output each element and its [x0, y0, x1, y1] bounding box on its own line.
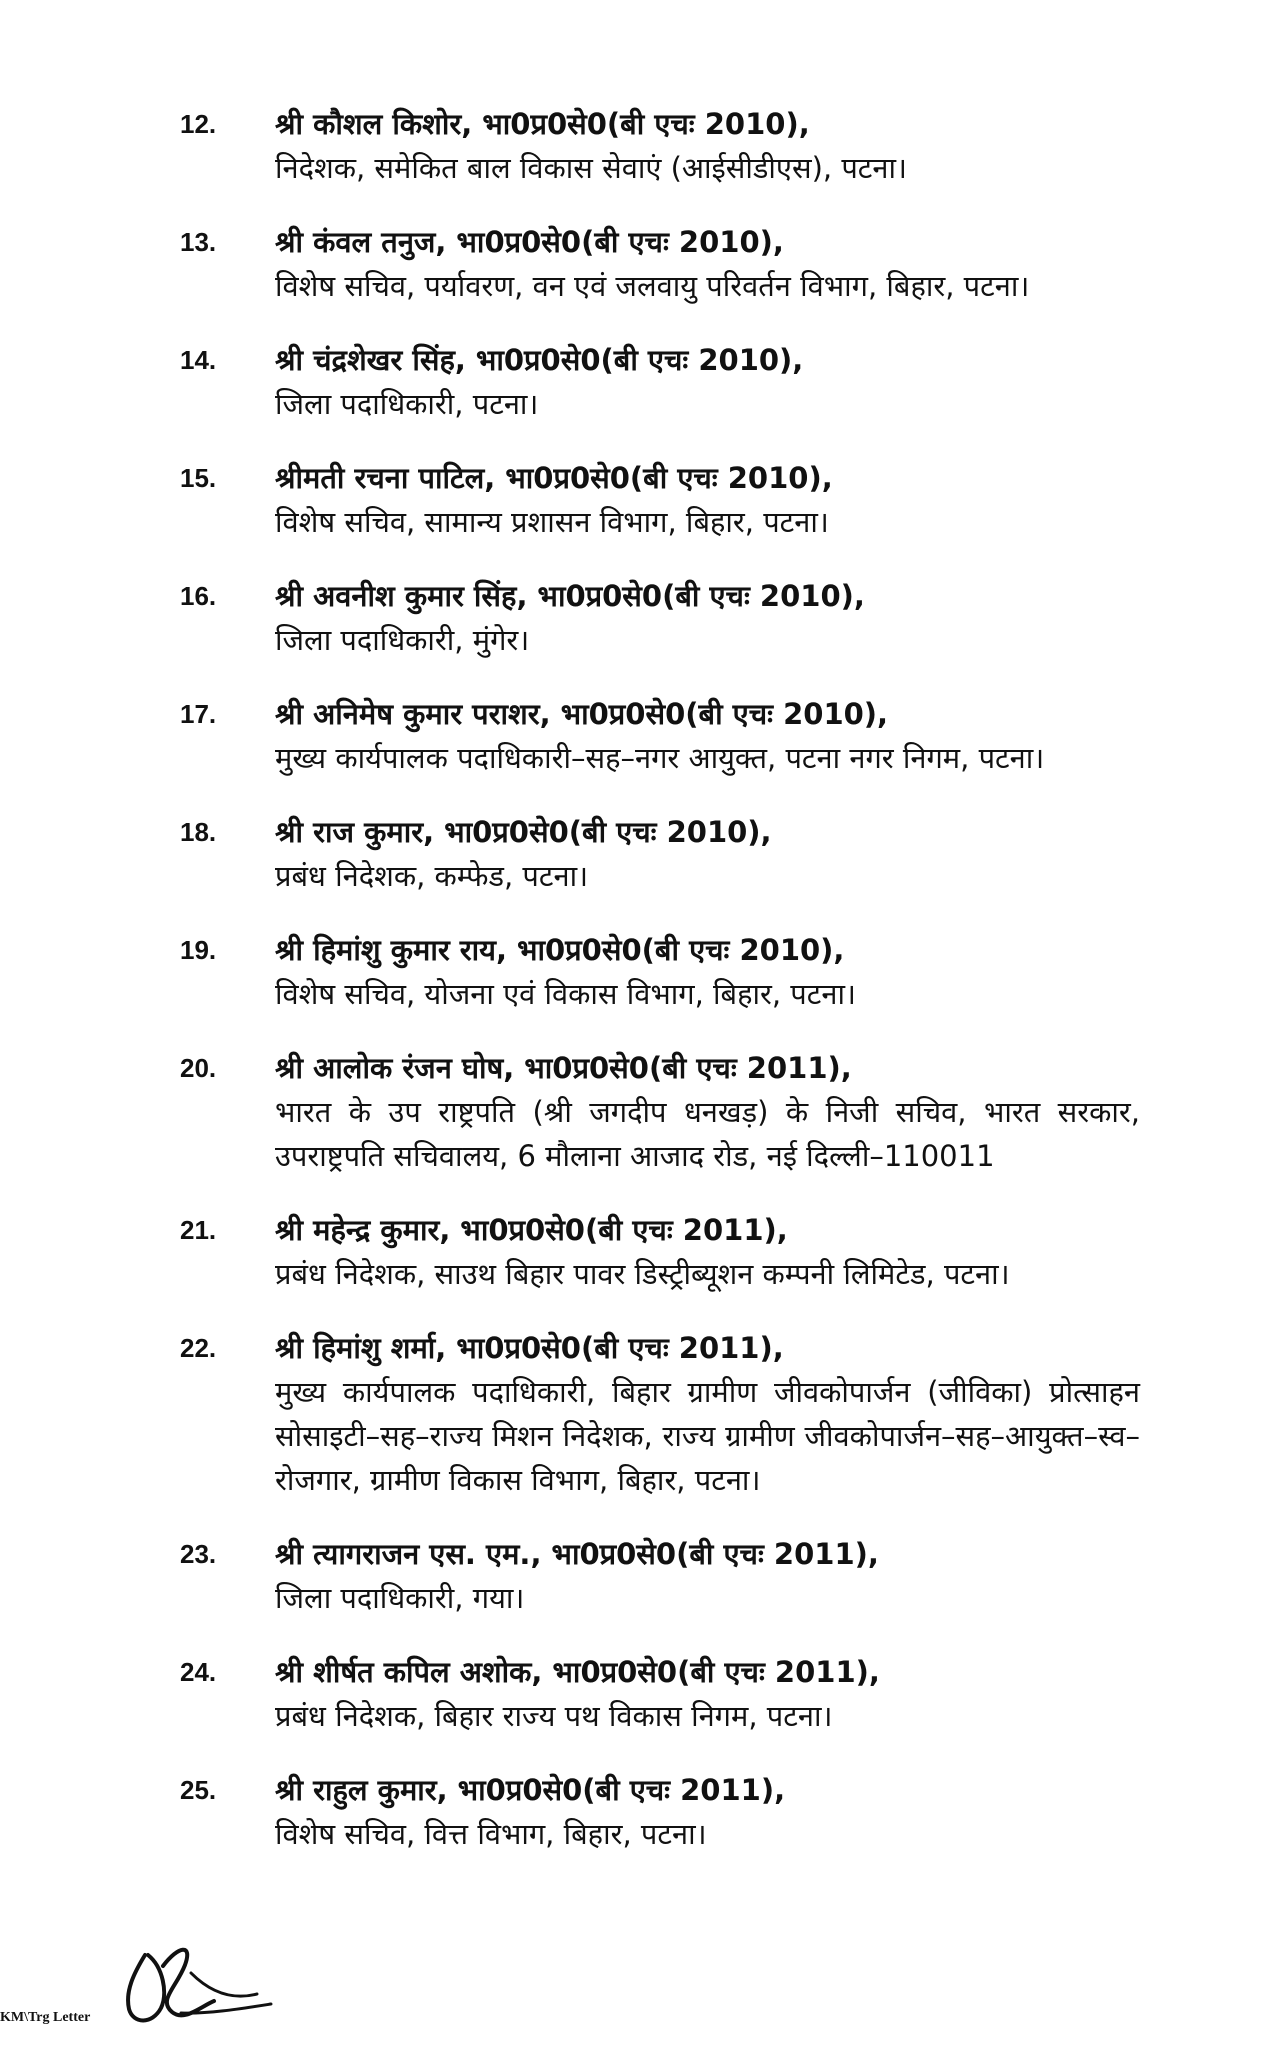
officer-entry [180, 456, 1140, 544]
entry-number: 12. [180, 109, 217, 139]
entry-body [275, 574, 1140, 662]
entry-number: 20. [180, 1053, 217, 1083]
entry-body [275, 1326, 1140, 1502]
officer-name: श्री महेन्द्र कुमार, भा0प्र0से0(बी एचः 2011), [275, 1213, 788, 1247]
officer-designation: जिला पदाधिकारी, पटना। [275, 387, 539, 421]
entry-body [275, 810, 1140, 898]
officer-designation: प्रबंध निदेशक, साउथ बिहार पावर डिस्ट्रीब्यूशन कम्पनी लिमिटेड, पटना। [275, 1257, 1010, 1291]
officer-name: श्री कंवल तनुज, भा0प्र0से0(बी एचः 2010), [275, 225, 784, 259]
officer-designation: विशेष सचिव, पर्यावरण, वन एवं जलवायु परिवर्तन विभाग, बिहार, पटना। [275, 269, 1030, 303]
entry-body [275, 928, 1140, 1016]
entry-number: 15. [180, 463, 217, 493]
officer-entry [180, 1768, 1140, 1856]
officer-entry [180, 1208, 1140, 1296]
officer-name: श्री त्यागराजन एस. एम., भा0प्र0से0(बी एचः 2011), [275, 1537, 879, 1571]
entry-number: 23. [180, 1539, 217, 1569]
officer-entry [180, 338, 1140, 426]
officer-name: श्री अवनीश कुमार सिंह, भा0प्र0से0(बी एचः 2010), [275, 579, 865, 613]
officer-designation: निदेशक, समेकित बाल विकास सेवाएं (आईसीडीएस), पटना। [275, 151, 908, 185]
officer-name: श्री अनिमेष कुमार पराशर, भा0प्र0से0(बी एचः 2010), [275, 697, 889, 731]
officer-entry [180, 102, 1140, 190]
officer-name: श्री हिमांशु शर्मा, भा0प्र0से0(बी एचः 2011), [275, 1331, 784, 1365]
officer-designation: मुख्य कार्यपालक पदाधिकारी–सह–नगर आयुक्त, पटना नगर निगम, पटना। [275, 741, 1045, 775]
footer-file-label: KM\Trg Letter [0, 2010, 91, 2025]
entry-number: 25. [180, 1775, 217, 1805]
officer-designation: प्रबंध निदेशक, कम्फेड, पटना। [275, 859, 589, 893]
officer-name: श्री शीर्षत कपिल अशोक, भा0प्र0से0(बी एचः 2011), [275, 1655, 880, 1689]
entry-number: 13. [180, 227, 217, 257]
officer-entry [180, 1046, 1140, 1178]
officer-designation: विशेष सचिव, योजना एवं विकास विभाग, बिहार, पटना। [275, 977, 856, 1011]
entry-number: 24. [180, 1657, 217, 1687]
officer-entry [180, 928, 1140, 1016]
signature [118, 1918, 288, 2038]
entry-body [275, 456, 1140, 544]
officer-designation: भारत के उप राष्ट्रपति (श्री जगदीप धनखड़) के निजी सचिव, भारत सरकार, उपराष्ट्रपति सचिवालय, 6 मौलाना आजाद रोड, नई दिल्ली–110011 [275, 1095, 1140, 1173]
officer-designation: प्रबंध निदेशक, बिहार राज्य पथ विकास निगम, पटना। [275, 1699, 833, 1733]
entry-body [275, 1046, 1140, 1178]
officer-designation: विशेष सचिव, वित्त विभाग, बिहार, पटना। [275, 1817, 707, 1851]
officer-entry [180, 220, 1140, 308]
officer-designation: जिला पदाधिकारी, मुंगेर। [275, 623, 530, 657]
officer-entry [180, 810, 1140, 898]
entry-number: 22. [180, 1333, 217, 1363]
entry-body [275, 692, 1140, 780]
officer-designation: विशेष सचिव, सामान्य प्रशासन विभाग, बिहार, पटना। [275, 505, 829, 539]
officer-name: श्री चंद्रशेखर सिंह, भा0प्र0से0(बी एचः 2010), [275, 343, 804, 377]
officer-name: श्री आलोक रंजन घोष, भा0प्र0से0(बी एचः 2011), [275, 1051, 852, 1085]
officer-entry [180, 1650, 1140, 1738]
entry-body [275, 1532, 1140, 1620]
officer-name: श्री राज कुमार, भा0प्र0से0(बी एचः 2010), [275, 815, 772, 849]
entry-body [275, 220, 1140, 308]
entry-body [275, 1768, 1140, 1856]
entry-number: 18. [180, 817, 217, 847]
entry-number: 19. [180, 935, 217, 965]
officer-designation: जिला पदाधिकारी, गया। [275, 1581, 525, 1615]
entry-body [275, 338, 1140, 426]
entry-body [275, 1650, 1140, 1738]
officer-name: श्रीमती रचना पाटिल, भा0प्र0से0(बी एचः 2010), [275, 461, 833, 495]
officer-name: श्री हिमांशु कुमार राय, भा0प्र0से0(बी एचः 2010), [275, 933, 845, 967]
entry-number: 14. [180, 345, 217, 375]
entry-number: 21. [180, 1215, 217, 1245]
entry-body [275, 1208, 1140, 1296]
entry-number: 17. [180, 699, 217, 729]
entry-number: 16. [180, 581, 217, 611]
officer-name: श्री राहुल कुमार, भा0प्र0से0(बी एचः 2011), [275, 1773, 786, 1807]
entry-body [275, 102, 1140, 190]
officer-name: श्री कौशल किशोर, भा0प्र0से0(बी एचः 2010), [275, 107, 810, 141]
officer-entry [180, 1326, 1140, 1502]
officer-entry [180, 692, 1140, 780]
officer-entry [180, 574, 1140, 662]
officer-entry [180, 1532, 1140, 1620]
officer-list [180, 102, 1140, 1886]
officer-designation: मुख्य कार्यपालक पदाधिकारी, बिहार ग्रामीण जीवकोपार्जन (जीविका) प्रोत्साहन सोसाइटी–सह–राज्य मिशन निदेशक, राज्य ग्रामीण जीवकोपार्जन–सह–आयुक्त–स्व–रोजगार, ग्रामीण विकास विभाग, बिहार, पटना। [275, 1375, 1140, 1497]
